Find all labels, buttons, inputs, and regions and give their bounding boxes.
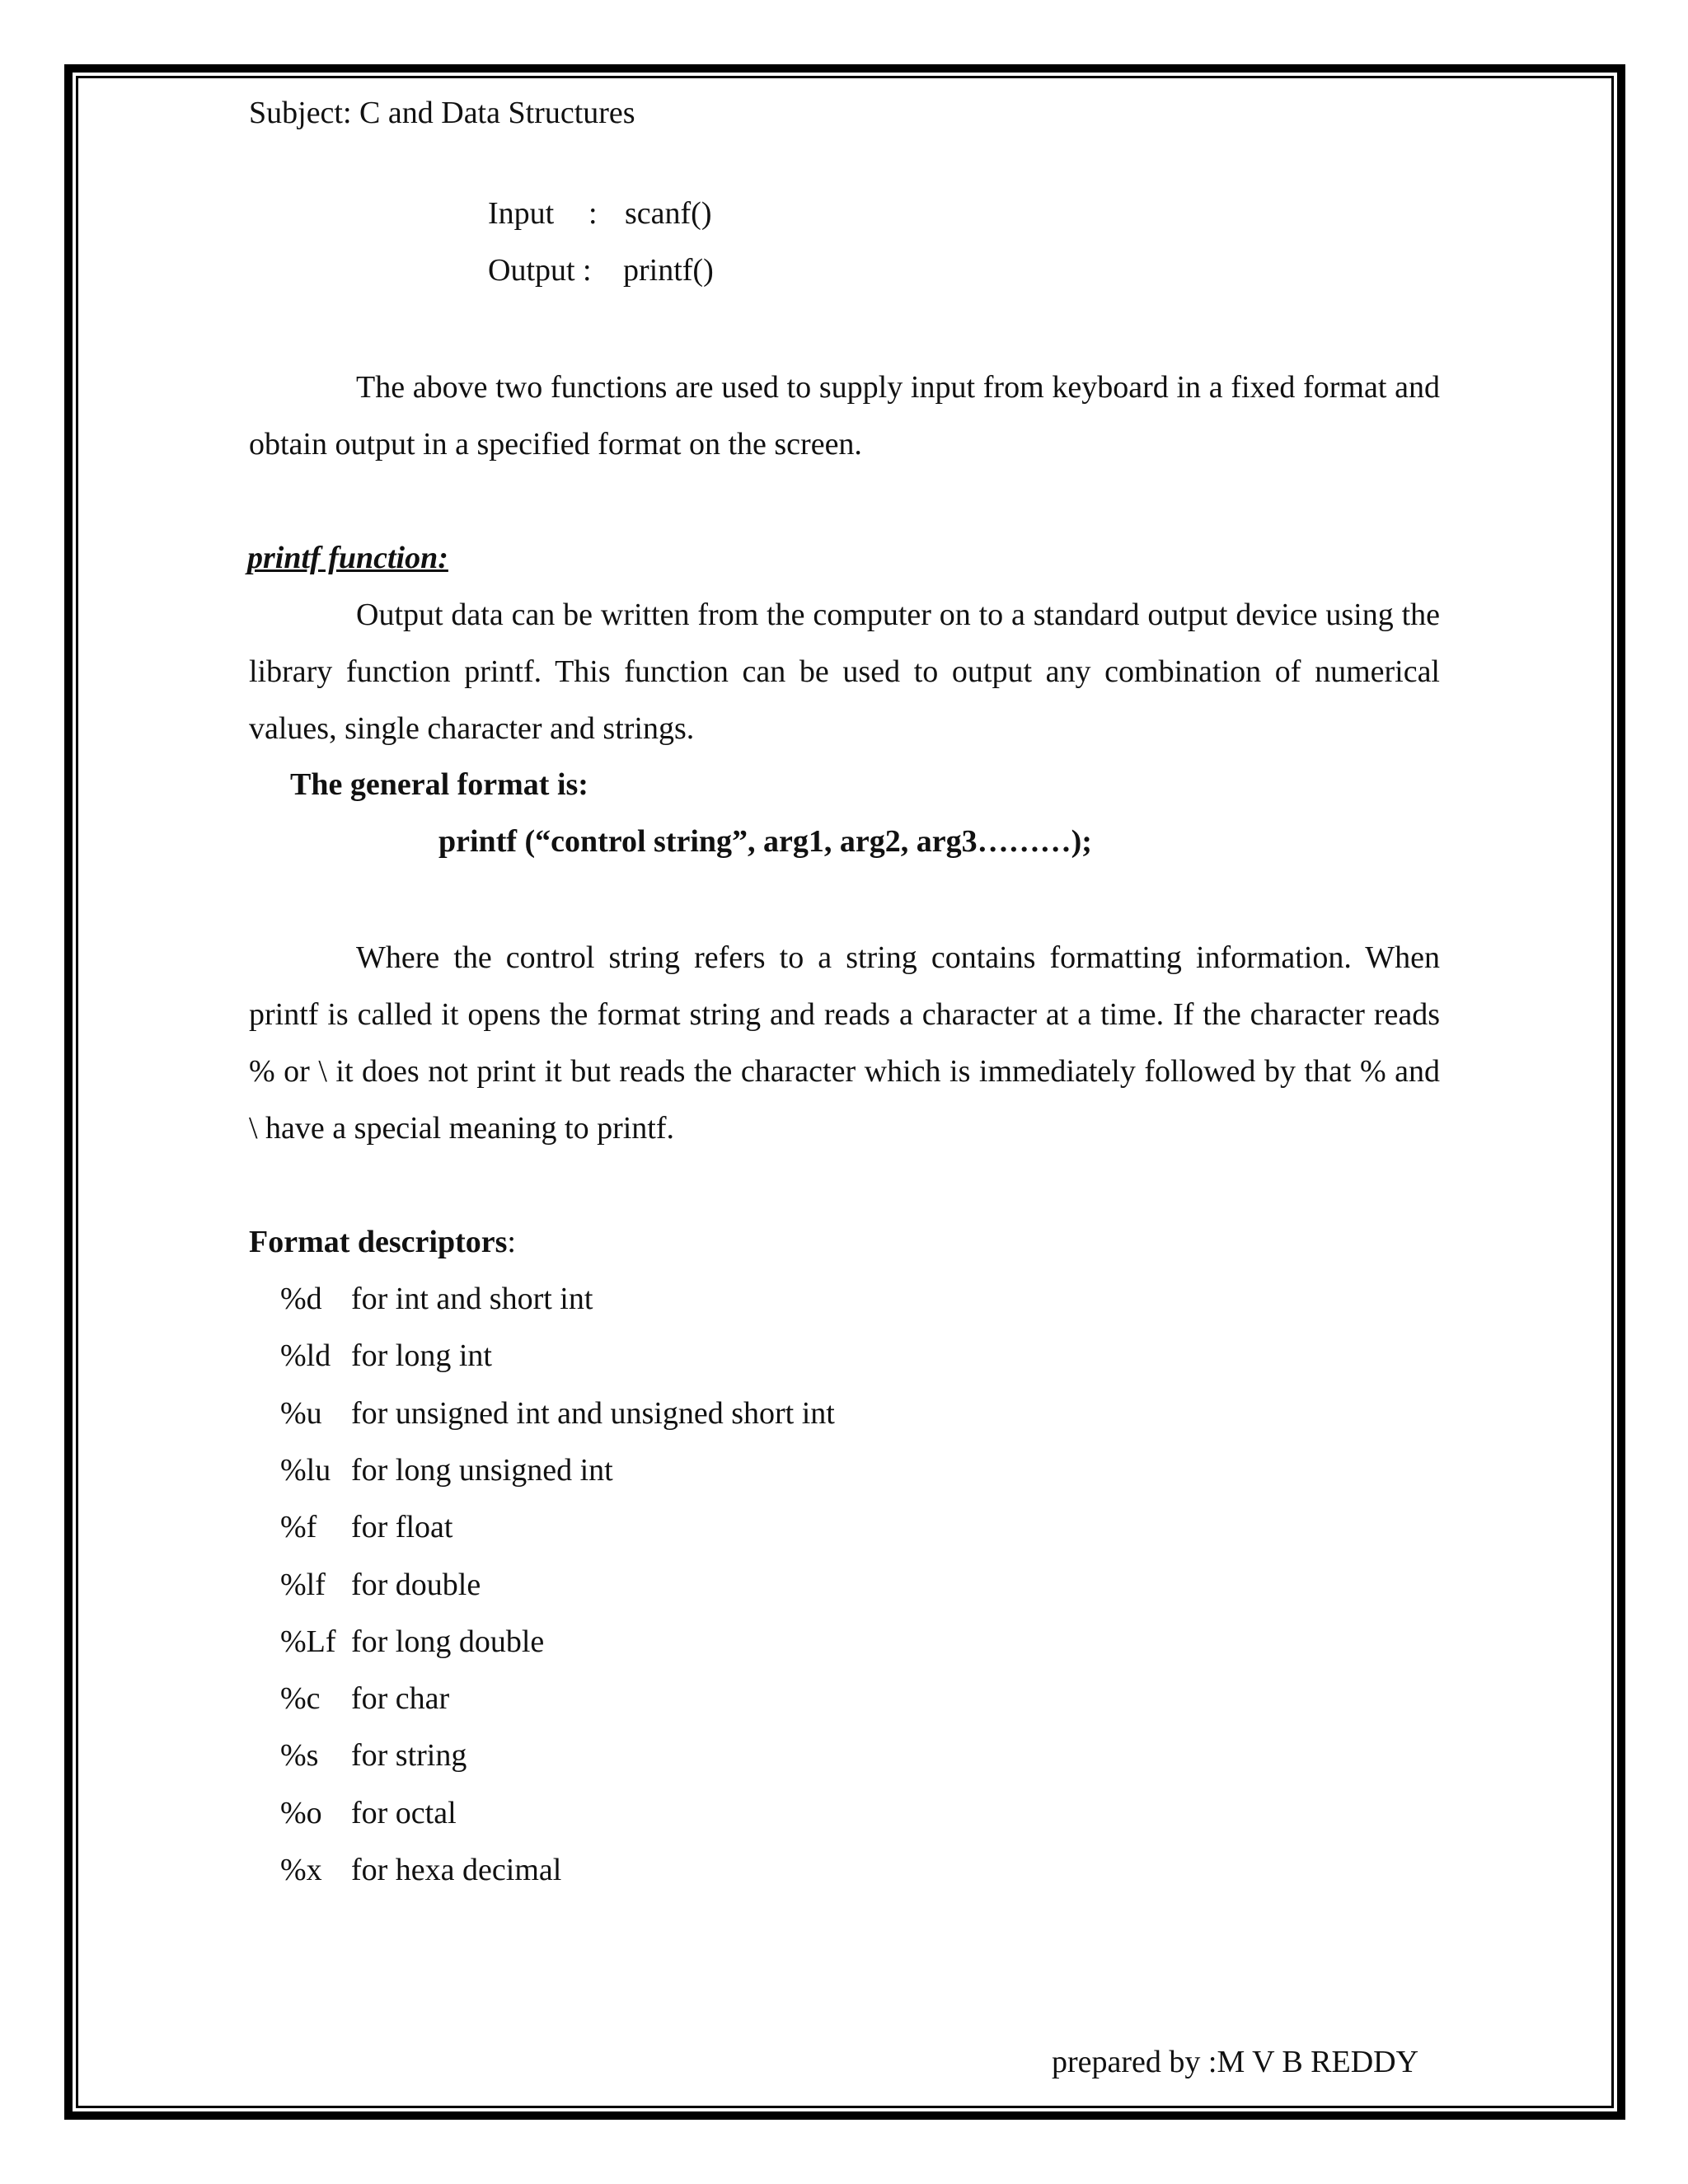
format-descriptor-row bbox=[280, 1852, 561, 1888]
format-descriptor-text: for float bbox=[351, 1510, 453, 1545]
format-descriptor-row bbox=[280, 1680, 449, 1717]
format-descriptor-row bbox=[280, 1281, 593, 1317]
input-separator: : bbox=[588, 196, 598, 231]
format-descriptor-code: %d bbox=[280, 1282, 322, 1316]
format-descriptor-row bbox=[280, 1737, 467, 1774]
format-descriptors-heading bbox=[249, 1224, 516, 1260]
input-value: scanf() bbox=[625, 196, 712, 231]
format-descriptors-title: Format descriptors bbox=[249, 1225, 508, 1259]
subject-line: Subject: C and Data Structures bbox=[249, 96, 635, 130]
format-descriptor-text: for char bbox=[351, 1681, 450, 1717]
format-descriptor-row bbox=[280, 1452, 613, 1488]
format-descriptor-text: for long double bbox=[351, 1624, 545, 1659]
format-descriptor-code: %lf bbox=[280, 1567, 326, 1602]
format-descriptor-code: %s bbox=[280, 1738, 319, 1774]
general-format-label: The general format is: bbox=[290, 767, 588, 802]
footer-author: prepared by :M V B REDDY bbox=[1052, 2045, 1419, 2079]
format-descriptors-colon: : bbox=[507, 1225, 516, 1259]
format-descriptor-code: %f bbox=[280, 1510, 317, 1545]
format-descriptor-code: %u bbox=[280, 1395, 322, 1431]
format-descriptor-text: for hexa decimal bbox=[351, 1853, 562, 1887]
general-format-code: printf (“control string”, arg1, arg2, arg3………); bbox=[438, 824, 1092, 859]
format-descriptor-text: for long unsigned int bbox=[351, 1452, 613, 1488]
output-label: Output : bbox=[488, 253, 592, 288]
format-descriptor-row bbox=[280, 1567, 481, 1603]
format-descriptor-text: for octal bbox=[351, 1795, 457, 1830]
control-string-paragraph: Where the control string refers to a string contains formatting information. When printf is called it opens the format string and reads a character at a time. If the character reads % or \ it does not print it but reads the character which is immediately followed by that % and \ have a special meaning to printf. bbox=[249, 940, 1440, 1146]
format-descriptor-text: for double bbox=[351, 1567, 481, 1602]
format-descriptor-text: for int and short int bbox=[351, 1282, 593, 1316]
format-descriptor-code: %o bbox=[280, 1795, 322, 1830]
format-descriptor-code: %Lf bbox=[280, 1624, 336, 1659]
intro-paragraph: The above two functions are used to supply input from keyboard in a fixed format and obtain output in a specified format on the screen. bbox=[249, 370, 1440, 462]
input-label: Input bbox=[488, 196, 555, 231]
format-descriptor-row bbox=[280, 1795, 457, 1831]
format-descriptor-row bbox=[280, 1509, 452, 1545]
format-descriptor-code: %lu bbox=[280, 1452, 331, 1488]
format-descriptor-code: %x bbox=[280, 1853, 322, 1887]
format-descriptor-text: for string bbox=[351, 1738, 467, 1774]
format-descriptor-text: for unsigned int and unsigned short int bbox=[351, 1395, 835, 1431]
format-descriptor-code: %c bbox=[280, 1681, 321, 1717]
format-descriptor-text: for long int bbox=[351, 1338, 492, 1374]
format-descriptor-row bbox=[280, 1624, 544, 1660]
output-value: printf() bbox=[623, 253, 714, 288]
format-descriptor-row bbox=[280, 1338, 492, 1374]
format-descriptor-row bbox=[280, 1395, 835, 1432]
printf-function-heading: printf function: bbox=[247, 541, 448, 575]
printf-description-paragraph: Output data can be written from the computer on to a standard output device using the library function printf. This function can be used to output any combination of numerical values, single character and strings. bbox=[249, 598, 1440, 746]
format-descriptor-code: %ld bbox=[280, 1338, 331, 1374]
